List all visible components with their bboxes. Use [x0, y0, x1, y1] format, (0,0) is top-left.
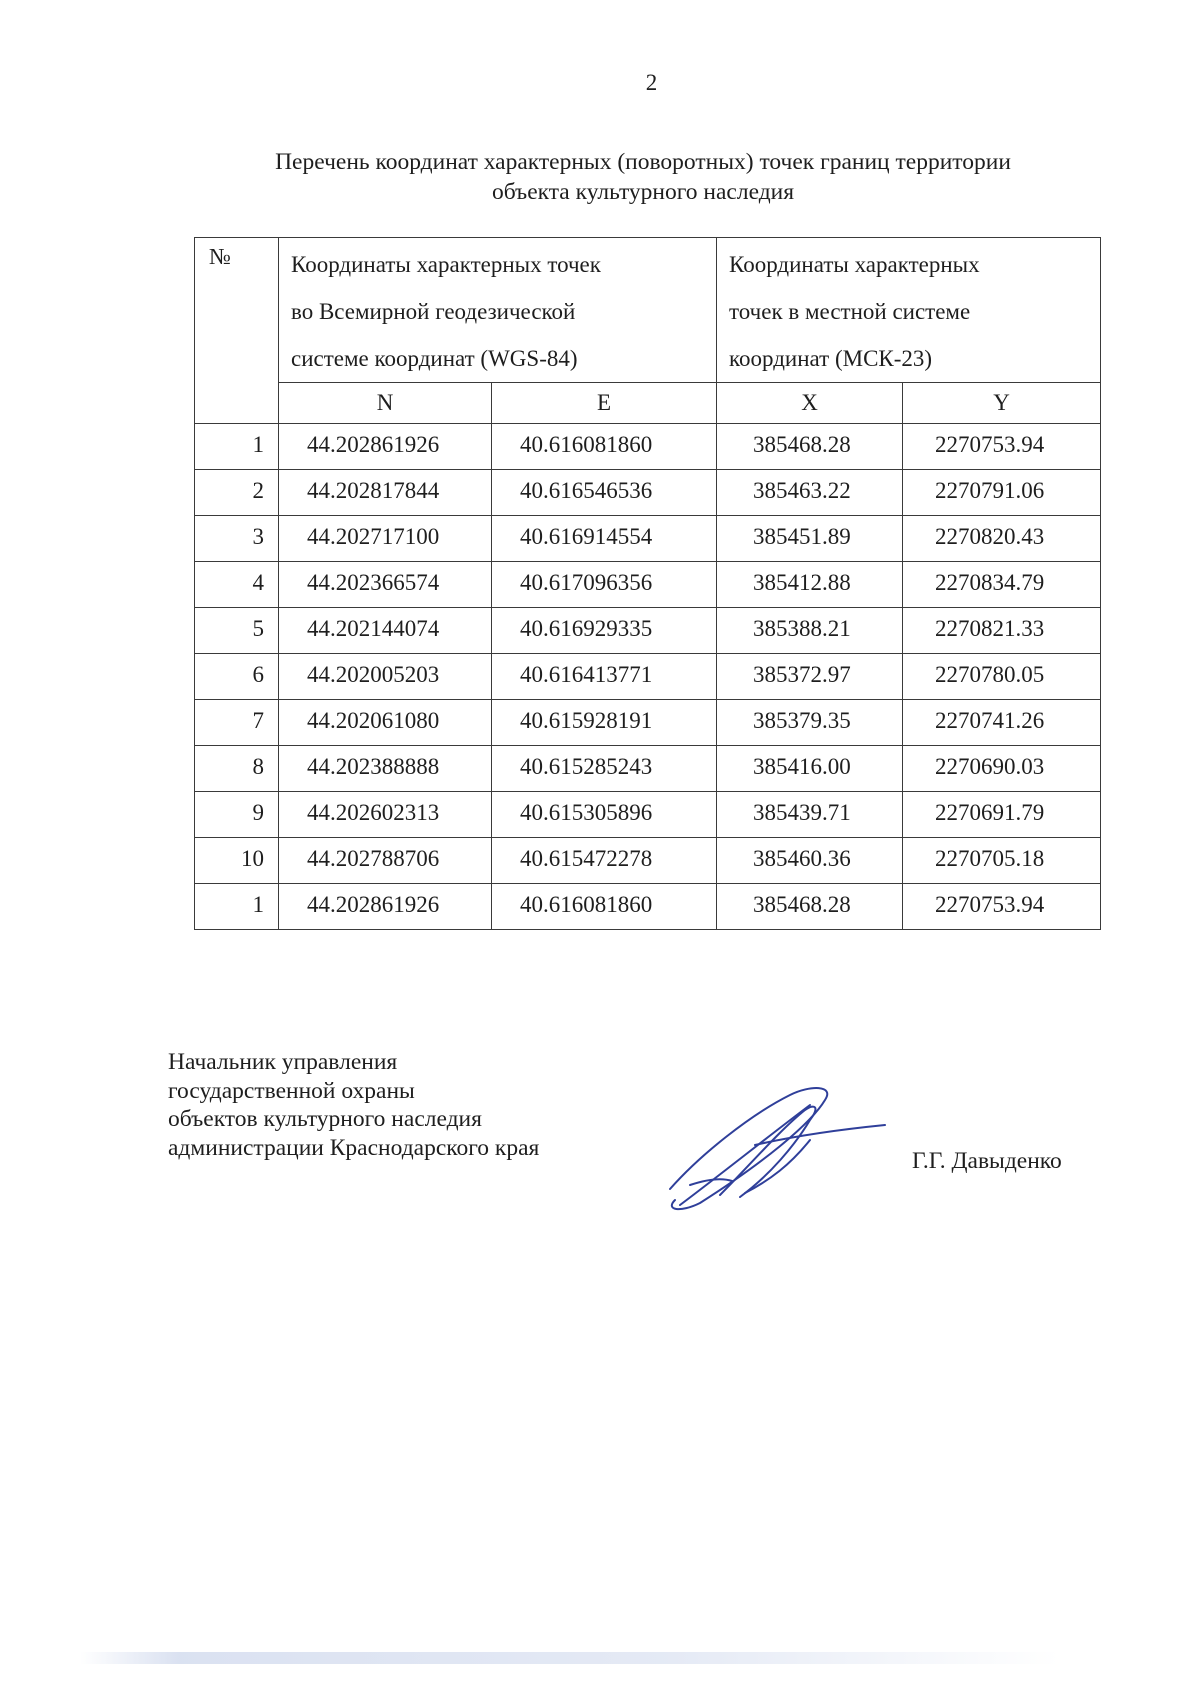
point-number-cell: 9 [195, 792, 279, 838]
latitude-n-cell: 44.202861926 [279, 424, 492, 470]
coordinate-x-cell: 385463.22 [717, 470, 903, 516]
coordinate-x-cell: 385388.21 [717, 608, 903, 654]
header-wgs84-line: Координаты характерных точек [291, 252, 601, 277]
coordinate-x-cell: 385468.28 [717, 424, 903, 470]
latitude-n-cell: 44.202788706 [279, 838, 492, 884]
latitude-n-cell: 44.202005203 [279, 654, 492, 700]
table-subheader-row [195, 383, 1101, 424]
document-title-line-1: Перечень координат характерных (поворотных) точек границ территории [275, 149, 1011, 175]
point-number-cell: 10 [195, 838, 279, 884]
longitude-e-cell: 40.616413771 [492, 654, 717, 700]
signatory-name: Г.Г. Давыденко [912, 1148, 1062, 1174]
longitude-e-cell: 40.615928191 [492, 700, 717, 746]
coordinate-x-cell: 385439.71 [717, 792, 903, 838]
table-row [195, 654, 1101, 700]
coordinate-y-cell: 2270753.94 [903, 884, 1101, 930]
table-row [195, 746, 1101, 792]
coordinate-y-cell: 2270820.43 [903, 516, 1101, 562]
coordinates-table [194, 237, 1101, 930]
coordinate-y-cell: 2270753.94 [903, 424, 1101, 470]
point-number-cell: 1 [195, 424, 279, 470]
coordinate-y-cell: 2270780.05 [903, 654, 1101, 700]
table-row [195, 838, 1101, 884]
longitude-e-cell: 40.616081860 [492, 424, 717, 470]
table-row [195, 516, 1101, 562]
header-number: № [195, 238, 279, 424]
scan-artifact [80, 1652, 1060, 1664]
table-header-row [195, 238, 1101, 383]
point-number-cell: 4 [195, 562, 279, 608]
handwritten-signature [660, 1085, 890, 1215]
longitude-e-cell: 40.616914554 [492, 516, 717, 562]
longitude-e-cell: 40.615472278 [492, 838, 717, 884]
coordinate-x-cell: 385412.88 [717, 562, 903, 608]
latitude-n-cell: 44.202061080 [279, 700, 492, 746]
coordinate-y-cell: 2270741.26 [903, 700, 1101, 746]
longitude-e-cell: 40.616546536 [492, 470, 717, 516]
header-msk23-line: Координаты характерных [729, 252, 980, 277]
longitude-e-cell: 40.616081860 [492, 884, 717, 930]
table-row [195, 562, 1101, 608]
point-number-cell: 5 [195, 608, 279, 654]
header-wgs84-group [279, 238, 717, 383]
coordinate-y-cell: 2270691.79 [903, 792, 1101, 838]
coordinate-y-cell: 2270834.79 [903, 562, 1101, 608]
header-n: N [279, 383, 492, 424]
latitude-n-cell: 44.202144074 [279, 608, 492, 654]
point-number-cell: 3 [195, 516, 279, 562]
header-msk23-group [717, 238, 1101, 383]
longitude-e-cell: 40.617096356 [492, 562, 717, 608]
table-row [195, 884, 1101, 930]
header-y: Y [903, 383, 1101, 424]
point-number-cell: 6 [195, 654, 279, 700]
coordinate-x-cell: 385468.28 [717, 884, 903, 930]
header-e: E [492, 383, 717, 424]
coordinate-x-cell: 385379.35 [717, 700, 903, 746]
coordinate-y-cell: 2270690.03 [903, 746, 1101, 792]
table-row [195, 424, 1101, 470]
latitude-n-cell: 44.202602313 [279, 792, 492, 838]
coordinate-y-cell: 2270821.33 [903, 608, 1101, 654]
table-row [195, 700, 1101, 746]
coordinate-x-cell: 385372.97 [717, 654, 903, 700]
document-title [150, 147, 1136, 207]
coordinate-y-cell: 2270705.18 [903, 838, 1101, 884]
table-row [195, 608, 1101, 654]
longitude-e-cell: 40.615285243 [492, 746, 717, 792]
signatory-position [168, 1048, 539, 1162]
latitude-n-cell: 44.202366574 [279, 562, 492, 608]
table-row [195, 470, 1101, 516]
latitude-n-cell: 44.202717100 [279, 516, 492, 562]
longitude-e-cell: 40.616929335 [492, 608, 717, 654]
point-number-cell: 7 [195, 700, 279, 746]
coordinate-x-cell: 385416.00 [717, 746, 903, 792]
signatory-position-line: объектов культурного наследия [168, 1106, 482, 1132]
coordinate-x-cell: 385460.36 [717, 838, 903, 884]
coordinate-y-cell: 2270791.06 [903, 470, 1101, 516]
header-x: X [717, 383, 903, 424]
signatory-position-line: государственной охраны [168, 1077, 415, 1104]
coordinate-x-cell: 385451.89 [717, 516, 903, 562]
latitude-n-cell: 44.202388888 [279, 746, 492, 792]
signatory-position-line: администрации Краснодарского края [168, 1134, 540, 1161]
longitude-e-cell: 40.615305896 [492, 792, 717, 838]
point-number-cell: 2 [195, 470, 279, 516]
header-wgs84-line: во Всемирной геодезической [291, 299, 576, 324]
header-wgs84-line: системе координат (WGS-84) [291, 346, 578, 371]
signatory-position-line: Начальник управления [168, 1049, 398, 1075]
latitude-n-cell: 44.202861926 [279, 884, 492, 930]
point-number-cell: 1 [195, 884, 279, 930]
header-msk23-line: координат (МСК-23) [729, 346, 933, 371]
header-msk23-line: точек в местной системе [729, 299, 971, 324]
latitude-n-cell: 44.202817844 [279, 470, 492, 516]
table-row [195, 792, 1101, 838]
point-number-cell: 8 [195, 746, 279, 792]
page-number: 2 [645, 70, 658, 95]
document-title-line-2: объекта культурного наследия [491, 179, 795, 205]
